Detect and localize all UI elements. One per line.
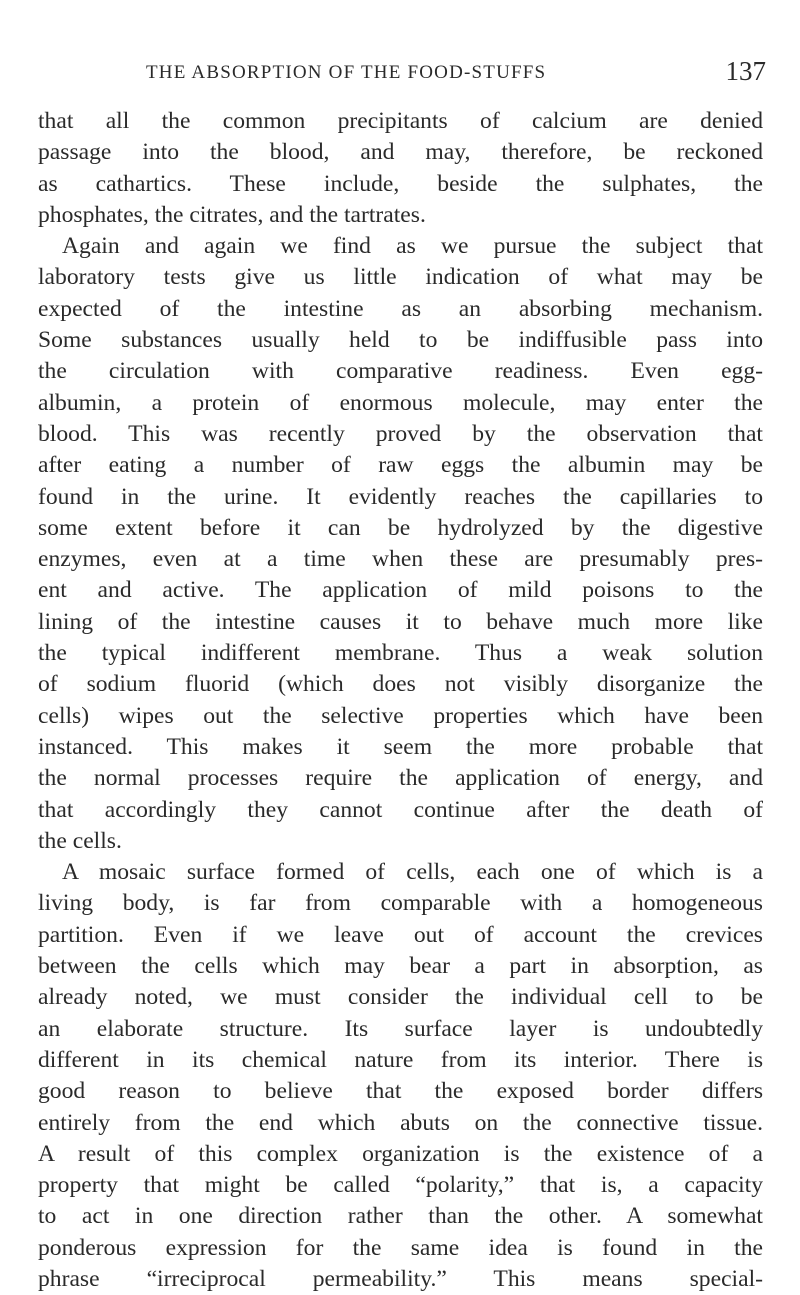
text-line: found in the urine. It evidently reaches the capillaries to — [38, 483, 763, 510]
text-line: the circulation with comparative readiness. Even egg- — [38, 358, 763, 385]
text-line: after eating a number of raw eggs the albumin may be — [38, 452, 763, 479]
text-line: blood. This was recently proved by the observation that — [38, 420, 763, 447]
text-line: cells) wipes out the selective properties which have been — [38, 702, 763, 729]
text-line: Again and again we find as we pursue the subject that — [62, 233, 763, 260]
text-line: property that might be called “polarity,” that is, a capacity — [38, 1172, 763, 1199]
text-line: instanced. This makes it seem the more probable that — [38, 733, 763, 760]
text-line: to act in one direction rather than the other. A somewhat — [38, 1203, 763, 1230]
text-line: albumin, a protein of enormous molecule, may enter the — [38, 389, 763, 416]
text-line: phosphates, the citrates, and the tartrates. — [38, 201, 426, 228]
text-line: laboratory tests give us little indication of what may be — [38, 264, 763, 291]
text-line: some extent before it can be hydrolyzed by the digestive — [38, 514, 763, 541]
text-line: ponderous expression for the same idea is found in the — [38, 1234, 763, 1261]
text-line: the cells. — [38, 827, 122, 854]
text-line: expected of the intestine as an absorbing mechanism. — [38, 295, 763, 322]
text-line: the typical indifferent membrane. Thus a weak solution — [38, 640, 763, 667]
text-line: lining of the intestine causes it to behave much more like — [38, 608, 763, 635]
text-line: Some substances usually held to be indiffusible pass into — [38, 327, 763, 354]
text-line: the normal processes require the application of energy, and — [38, 765, 763, 792]
text-line: partition. Even if we leave out of account the crevices — [38, 921, 763, 948]
text-line: enzymes, even at a time when these are presumably pres- — [38, 546, 763, 573]
running-head — [0, 56, 800, 90]
text-line: passage into the blood, and may, therefore, be reckoned — [38, 139, 763, 166]
text-line: good reason to believe that the exposed border differs — [38, 1078, 763, 1105]
body-text — [38, 106, 763, 1295]
text-line: ent and active. The application of mild poisons to the — [38, 577, 763, 604]
text-line: phrase “irreciprocal permeability.” This means special- — [38, 1265, 763, 1292]
text-line: between the cells which may bear a part in absorption, as — [38, 953, 763, 980]
text-line: already noted, we must consider the individual cell to be — [38, 984, 763, 1011]
text-line: A result of this complex organization is the existence of a — [38, 1140, 763, 1167]
page-number: 137 — [725, 56, 766, 86]
text-line: different in its chemical nature from its interior. There is — [38, 1046, 763, 1073]
running-title: THE ABSORPTION OF THE FOOD-STUFFS — [146, 62, 547, 83]
text-line: that all the common precipitants of calcium are denied — [38, 108, 763, 134]
text-line: A mosaic surface formed of cells, each one of which is a — [62, 859, 763, 886]
text-line: that accordingly they cannot continue after the death of — [38, 796, 763, 823]
text-line: living body, is far from comparable with a homogeneous — [38, 890, 763, 917]
text-line: an elaborate structure. Its surface layer is undoubtedly — [38, 1015, 763, 1042]
text-line: of sodium fluorid (which does not visibly disorganize the — [38, 671, 763, 698]
text-line: entirely from the end which abuts on the connective tissue. — [38, 1109, 763, 1136]
text-line: as cathartics. These include, beside the sulphates, the — [38, 170, 763, 197]
